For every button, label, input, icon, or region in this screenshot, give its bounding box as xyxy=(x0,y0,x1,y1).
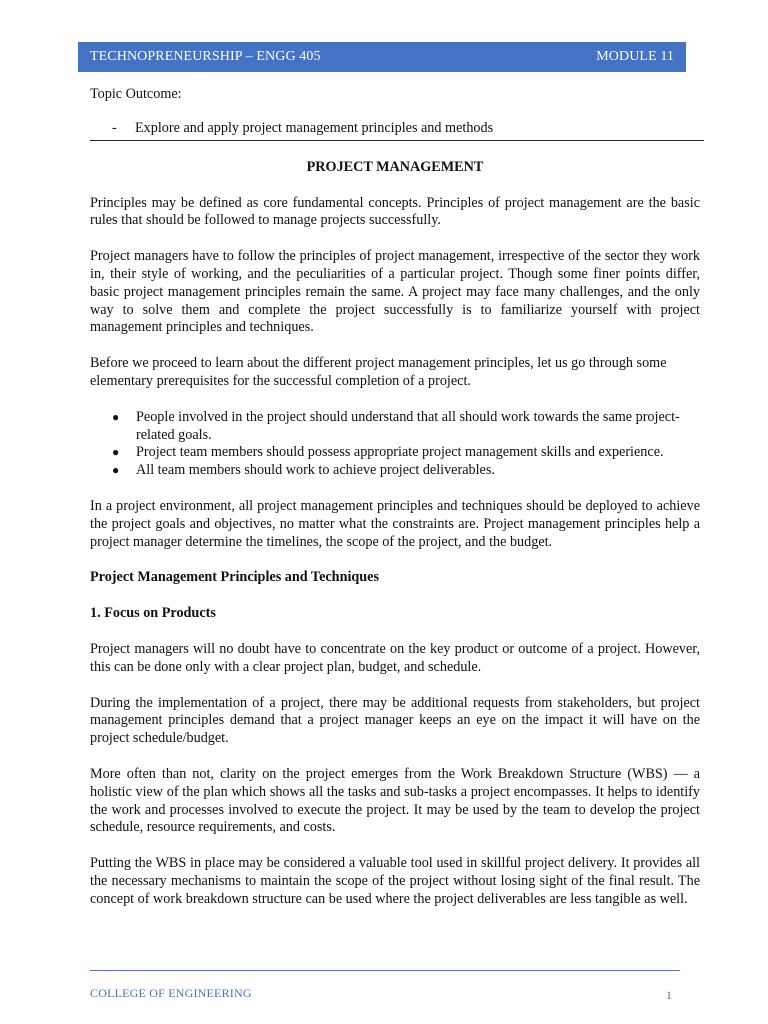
paragraph-project-environment: In a project environment, all project management principles and techniques should be deployed to achieve the project goals and objectives, no matter what the constraints are. Project management principles help a project manager determine the timelines, the scope of the project, and the budget. xyxy=(90,497,700,550)
list-item xyxy=(90,444,700,462)
paragraph-principles-definition: Principles may be defined as core fundamental concepts. Principles of project management are the basic rules that should be followed to manage projects successfully. xyxy=(90,194,700,229)
list-item xyxy=(90,462,700,480)
bullet-icon: ● xyxy=(112,445,120,460)
topic-outcome-label: Topic Outcome: xyxy=(90,86,182,102)
module-label: MODULE 11 xyxy=(596,49,674,64)
page-header-bar xyxy=(78,42,686,72)
footer-college-name: COLLEGE OF ENGINEERING xyxy=(90,986,252,1000)
paragraph-wbs-clarity: More often than not, clarity on the project emerges from the Work Breakdown Structure (WBS) — a holistic view of the plan which shows all the tasks and sub-tasks a project encompasses. It helps to identify the work and processes involved to execute the project. It may be used by the team to develop the project schedule, resource requirements, and costs. xyxy=(90,765,700,836)
subheading-focus-on-products: 1. Focus on Products xyxy=(90,605,216,622)
paragraph-key-product: Project managers will no doubt have to concentrate on the key product or outcome of a project. However, this can be done only with a clear project plan, budget, and schedule. xyxy=(90,640,700,675)
paragraph-project-managers: Project managers have to follow the principles of project management, irrespective of the sector they work in, their style of working, and the peculiarities of a particular project. Though some finer points differ, basic project management principles remain the same. A project may face many challenges, and the only way to solve them and complete the project successfully is to familiarize yourself with project management principles and techniques. xyxy=(90,248,700,336)
footer-page-number: 1 xyxy=(666,988,672,1002)
paragraph-prerequisites-intro: Before we proceed to learn about the different project management principles, let us go through some elementary prerequisites for the successful completion of a project. xyxy=(90,355,667,389)
paragraph-implementation: During the implementation of a project, there may be additional requests from stakeholders, but project management principles demand that a project manager keeps an eye on the impact it will have on the project schedule/budget. xyxy=(90,694,700,747)
list-item-text: All team members should work to achieve project deliverables. xyxy=(136,462,495,479)
page-title: PROJECT MANAGEMENT xyxy=(306,158,484,175)
prerequisites-list xyxy=(90,409,700,480)
dash-marker: - xyxy=(112,119,117,136)
paragraph-wbs-tool: Putting the WBS in place may be considered a valuable tool used in skillful project delivery. It provides all the necessary mechanisms to maintain the scope of the project without losing sight of the final result. The concept of work breakdown structure can be used where the project deliverables are less tangible as well. xyxy=(90,855,700,907)
bullet-icon: ● xyxy=(112,409,120,424)
footer-divider xyxy=(90,970,680,971)
topic-outcome-item xyxy=(90,120,704,141)
list-item-text: Project team members should possess appropriate project management skills and experience. xyxy=(136,444,664,461)
section-heading-principles: Project Management Principles and Techniques xyxy=(90,569,379,586)
course-title: TECHNOPRENEURSHIP – ENGG 405 xyxy=(90,49,321,64)
bullet-icon: ● xyxy=(112,463,120,478)
topic-outcome-text: Explore and apply project management principles and methods xyxy=(135,119,494,136)
document-body xyxy=(90,86,700,927)
list-item-text: People involved in the project should understand that all should work towards the same project-related goals. xyxy=(136,408,680,443)
list-item xyxy=(90,409,700,445)
